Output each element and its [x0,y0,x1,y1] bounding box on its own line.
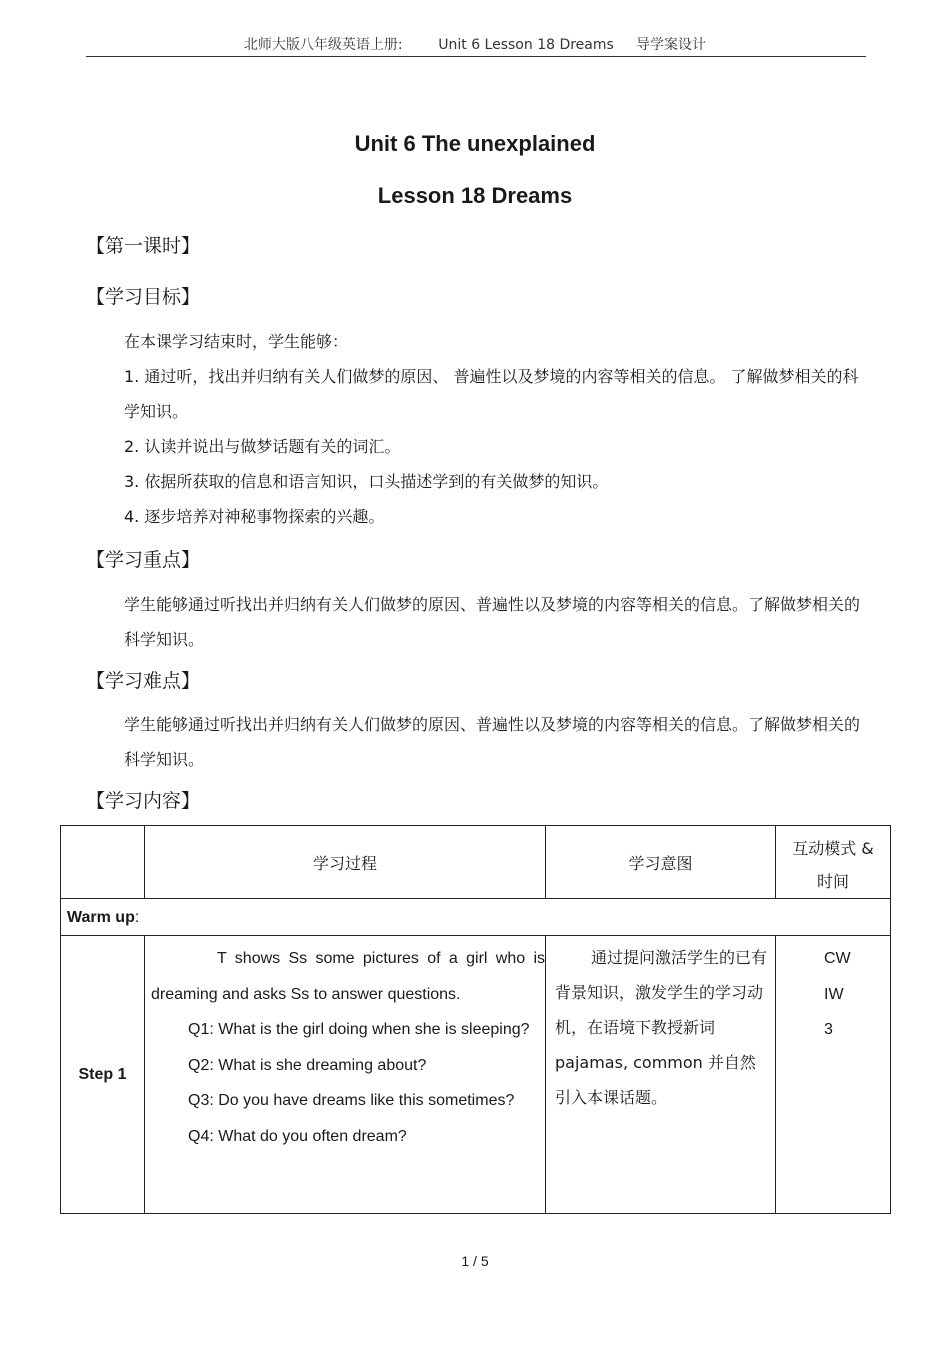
page-number: 1 / 5 [461,1253,489,1269]
warm-up-row [61,899,891,936]
question-item: Q3: Do you have dreams like this sometimes? [188,1092,515,1109]
goal-item: 3. 依据所获取的信息和语言知识，口头描述学到的有关做梦的知识。 [124,472,609,491]
header-process: 学习过程 [145,826,546,899]
step-1-mode [776,936,891,1214]
goal-item: 1. 通过听，找出并归纳有关人们做梦的原因、 普遍性以及梦境的内容等相关的信息。 了解做梦相关的科学知识。 [124,367,859,421]
header-mode-line1: 互动模式 & [792,839,874,858]
header-mode-line2: 时间 [816,872,849,891]
warm-up-colon: : [134,909,140,926]
section-goals: 【学习目标】 [86,286,201,308]
step-1-process [145,936,546,1214]
step-1-intent-text: 通过提问激活学生的已有背景知识，激发学生的学习动机，在语境下教授新词 pajamas, common 并自然引入本课话题。 [555,948,768,1107]
step-1-intent [546,936,776,1214]
step-1-intro: T shows Ss some pictures of a girl who is dreaming and asks Ss to answer questions. [151,950,545,1003]
goals-list [86,324,866,534]
section-period: 【第一课时】 [86,235,201,257]
header-mode [776,826,891,899]
warm-up-label: Warm up [67,909,135,926]
mode-item: IW [824,985,844,1003]
question-item: Q2: What is she dreaming about? [188,1056,427,1074]
difficulties-text: 学生能够通过听找出并归纳有关人们做梦的原因、普遍性以及梦境的内容等相关的信息。了解做梦相关的科学知识。 [124,715,861,769]
mode-item: CW [824,950,851,967]
page-header: 北师大版八年级英语上册: Unit 6 Lesson 18 Dreams 导学案设计 [243,37,707,53]
keypoints-text: 学生能够通过听找出并归纳有关人们做梦的原因、普遍性以及梦境的内容等相关的信息。了解做梦相关的科学知识。 [124,595,861,649]
question-item: Q4: What do you often dream? [188,1127,407,1145]
section-keypoints: 【学习重点】 [86,549,201,571]
goals-intro: 在本课学习结束时，学生能够： [124,332,349,351]
goal-item: 4. 逐步培养对神秘事物探索的兴趣。 [124,507,385,526]
section-content: 【学习内容】 [86,790,201,812]
lesson-table [60,825,891,1214]
question-item: Q1: What is the girl doing when she is sleeping? [188,1021,530,1038]
step-1-label: Step 1 [61,936,145,1214]
section-difficulties: 【学习难点】 [86,670,201,692]
mode-item: 3 [824,1021,833,1038]
unit-title: Unit 6 The unexplained [354,131,596,156]
lesson-title: Lesson 18 Dreams [377,183,573,208]
header-blank-cell [61,826,145,899]
goal-item: 2. 认读并说出与做梦话题有关的词汇。 [124,437,401,456]
header-intent: 学习意图 [546,826,776,899]
header-rule [86,56,866,57]
